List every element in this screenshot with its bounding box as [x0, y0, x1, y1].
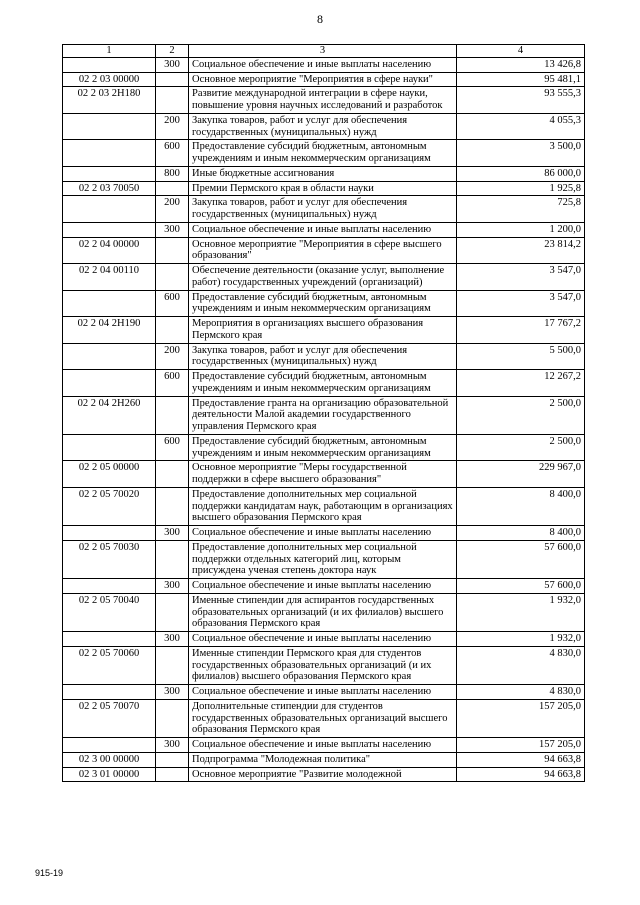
- row-expense-type-cell: 300: [156, 632, 189, 647]
- row-name-cell: Иные бюджетные ассигнования: [189, 166, 457, 181]
- row-name-cell: Основное мероприятие "Развитие молодежной: [189, 767, 457, 782]
- budget-table: [62, 44, 585, 782]
- row-expense-type-cell: 600: [156, 434, 189, 461]
- row-name-cell: Основное мероприятие "Мероприятия в сфере науки": [189, 72, 457, 87]
- row-expense-type-cell: 200: [156, 196, 189, 223]
- row-expense-type-cell: 600: [156, 370, 189, 397]
- row-amount-cell: 2 500,0: [457, 434, 585, 461]
- row-amount-cell: 4 055,3: [457, 113, 585, 140]
- row-expense-type-cell: 200: [156, 343, 189, 370]
- row-code-cell: [63, 113, 156, 140]
- row-code-cell: [63, 290, 156, 317]
- column-header-4: 4: [457, 45, 585, 58]
- row-amount-cell: 57 600,0: [457, 579, 585, 594]
- row-code-cell: 02 2 03 00000: [63, 72, 156, 87]
- row-code-cell: 02 3 01 00000: [63, 767, 156, 782]
- row-expense-type-cell: 300: [156, 738, 189, 753]
- table-row: [63, 540, 585, 578]
- row-name-cell: Социальное обеспечение и иные выплаты населению: [189, 526, 457, 541]
- row-name-cell: Предоставление субсидий бюджетным, автономным учреждениям и иным некоммерческим организациям: [189, 290, 457, 317]
- row-name-cell: Именные стипендии Пермского края для студентов государственных образовательных организаций (и их филиалов) высшего образования Пермского края: [189, 646, 457, 684]
- table-row: [63, 370, 585, 397]
- row-code-cell: 02 2 05 70060: [63, 646, 156, 684]
- table-row: [63, 166, 585, 181]
- row-name-cell: Предоставление дополнительных мер социальной поддержки отдельных категорий лиц, которым присуждена ученая степень доктора наук: [189, 540, 457, 578]
- row-amount-cell: 157 205,0: [457, 699, 585, 737]
- row-code-cell: [63, 222, 156, 237]
- row-expense-type-cell: 600: [156, 290, 189, 317]
- row-amount-cell: 229 967,0: [457, 461, 585, 488]
- row-amount-cell: 1 932,0: [457, 632, 585, 647]
- row-expense-type-cell: [156, 593, 189, 631]
- row-code-cell: 02 2 05 70020: [63, 487, 156, 525]
- row-amount-cell: 57 600,0: [457, 540, 585, 578]
- column-header-3: 3: [189, 45, 457, 58]
- row-code-cell: 02 2 05 00000: [63, 461, 156, 488]
- row-amount-cell: 3 500,0: [457, 140, 585, 167]
- table-row: [63, 317, 585, 344]
- row-code-cell: 02 2 05 70030: [63, 540, 156, 578]
- table-row: [63, 487, 585, 525]
- row-amount-cell: 12 267,2: [457, 370, 585, 397]
- row-expense-type-cell: 300: [156, 57, 189, 72]
- row-code-cell: 02 2 05 70040: [63, 593, 156, 631]
- row-amount-cell: 157 205,0: [457, 738, 585, 753]
- row-name-cell: Закупка товаров, работ и услуг для обеспечения государственных (муниципальных) нужд: [189, 113, 457, 140]
- row-name-cell: Премии Пермского края в области науки: [189, 181, 457, 196]
- row-name-cell: Социальное обеспечение и иные выплаты населению: [189, 632, 457, 647]
- row-code-cell: [63, 632, 156, 647]
- row-amount-cell: 4 830,0: [457, 685, 585, 700]
- table-row: [63, 738, 585, 753]
- table-row: [63, 237, 585, 264]
- row-amount-cell: 1 932,0: [457, 593, 585, 631]
- row-expense-type-cell: [156, 317, 189, 344]
- row-name-cell: Основное мероприятие "Мероприятия в сфере высшего образования": [189, 237, 457, 264]
- row-code-cell: [63, 57, 156, 72]
- row-code-cell: [63, 370, 156, 397]
- row-amount-cell: 86 000,0: [457, 166, 585, 181]
- row-expense-type-cell: [156, 487, 189, 525]
- row-name-cell: Социальное обеспечение и иные выплаты населению: [189, 685, 457, 700]
- row-name-cell: Социальное обеспечение и иные выплаты населению: [189, 222, 457, 237]
- table-row: [63, 113, 585, 140]
- row-amount-cell: 23 814,2: [457, 237, 585, 264]
- table-row: [63, 264, 585, 291]
- table-row: [63, 767, 585, 782]
- page-number: 8: [317, 12, 323, 26]
- row-code-cell: 02 2 04 00000: [63, 237, 156, 264]
- row-expense-type-cell: 600: [156, 140, 189, 167]
- row-amount-cell: 8 400,0: [457, 526, 585, 541]
- table-row: [63, 57, 585, 72]
- row-name-cell: Социальное обеспечение и иные выплаты населению: [189, 57, 457, 72]
- row-amount-cell: 5 500,0: [457, 343, 585, 370]
- row-code-cell: [63, 196, 156, 223]
- row-amount-cell: 93 555,3: [457, 87, 585, 114]
- document-number: 915-19: [35, 868, 64, 878]
- table-row: [63, 181, 585, 196]
- row-expense-type-cell: [156, 461, 189, 488]
- row-code-cell: 02 2 04 2Н260: [63, 396, 156, 434]
- row-code-cell: [63, 434, 156, 461]
- row-code-cell: [63, 166, 156, 181]
- row-name-cell: Закупка товаров, работ и услуг для обеспечения государственных (муниципальных) нужд: [189, 343, 457, 370]
- row-amount-cell: 725,8: [457, 196, 585, 223]
- row-code-cell: [63, 579, 156, 594]
- row-name-cell: Социальное обеспечение и иные выплаты населению: [189, 579, 457, 594]
- row-expense-type-cell: [156, 87, 189, 114]
- row-code-cell: [63, 685, 156, 700]
- column-header-1: 1: [63, 45, 156, 58]
- table-row: [63, 646, 585, 684]
- row-name-cell: Именные стипендии для аспирантов государственных образовательных организаций (и их филиалов) высшего образования Пермского края: [189, 593, 457, 631]
- row-expense-type-cell: 300: [156, 222, 189, 237]
- row-amount-cell: 1 200,0: [457, 222, 585, 237]
- row-name-cell: Мероприятия в организациях высшего образования Пермского края: [189, 317, 457, 344]
- row-expense-type-cell: [156, 181, 189, 196]
- row-name-cell: Предоставление дополнительных мер социальной поддержки кандидатам наук, работающим в организациях высшего образования Пермского края: [189, 487, 457, 525]
- row-name-cell: Предоставление субсидий бюджетным, автономным учреждениям и иным некоммерческим организациям: [189, 140, 457, 167]
- table-row: [63, 699, 585, 737]
- row-expense-type-cell: [156, 237, 189, 264]
- table-row: [63, 461, 585, 488]
- row-name-cell: Социальное обеспечение и иные выплаты населению: [189, 738, 457, 753]
- row-name-cell: Предоставление субсидий бюджетным, автономным учреждениям и иным некоммерческим организациям: [189, 434, 457, 461]
- table-row: [63, 685, 585, 700]
- row-name-cell: Развитие международной интеграции в сфере науки, повышение уровня научных исследований и разработок: [189, 87, 457, 114]
- row-code-cell: 02 2 03 2Н180: [63, 87, 156, 114]
- row-expense-type-cell: 300: [156, 579, 189, 594]
- row-name-cell: Подпрограмма "Молодежная политика": [189, 752, 457, 767]
- row-expense-type-cell: [156, 264, 189, 291]
- row-amount-cell: 94 663,8: [457, 752, 585, 767]
- row-name-cell: Закупка товаров, работ и услуг для обеспечения государственных (муниципальных) нужд: [189, 196, 457, 223]
- row-expense-type-cell: [156, 72, 189, 87]
- row-amount-cell: 94 663,8: [457, 767, 585, 782]
- table-row: [63, 434, 585, 461]
- row-name-cell: Предоставление гранта на организацию образовательной деятельности Малой академии государственного управления Пермского края: [189, 396, 457, 434]
- table-row: [63, 632, 585, 647]
- row-code-cell: 02 2 03 70050: [63, 181, 156, 196]
- row-amount-cell: 4 830,0: [457, 646, 585, 684]
- row-name-cell: Основное мероприятие "Меры государственной поддержки в сфере высшего образования": [189, 461, 457, 488]
- row-code-cell: [63, 738, 156, 753]
- table-row: [63, 396, 585, 434]
- row-expense-type-cell: [156, 752, 189, 767]
- row-expense-type-cell: [156, 767, 189, 782]
- row-name-cell: Предоставление субсидий бюджетным, автономным учреждениям и иным некоммерческим организациям: [189, 370, 457, 397]
- table-body: [63, 57, 585, 782]
- table-row: [63, 752, 585, 767]
- row-code-cell: [63, 343, 156, 370]
- row-name-cell: Дополнительные стипендии для студентов государственных образовательных организаций высшего образования Пермского края: [189, 699, 457, 737]
- row-amount-cell: 3 547,0: [457, 264, 585, 291]
- row-code-cell: 02 2 04 00110: [63, 264, 156, 291]
- row-expense-type-cell: [156, 540, 189, 578]
- table-row: [63, 196, 585, 223]
- row-amount-cell: 2 500,0: [457, 396, 585, 434]
- table-row: [63, 526, 585, 541]
- row-amount-cell: 17 767,2: [457, 317, 585, 344]
- table-row: [63, 290, 585, 317]
- row-expense-type-cell: 800: [156, 166, 189, 181]
- row-code-cell: [63, 140, 156, 167]
- row-code-cell: 02 2 04 2Н190: [63, 317, 156, 344]
- table-row: [63, 343, 585, 370]
- row-code-cell: [63, 526, 156, 541]
- row-code-cell: 02 3 00 00000: [63, 752, 156, 767]
- table-header-row: [63, 45, 585, 58]
- row-code-cell: 02 2 05 70070: [63, 699, 156, 737]
- table-row: [63, 87, 585, 114]
- table-row: [63, 72, 585, 87]
- table-row: [63, 593, 585, 631]
- row-amount-cell: 95 481,1: [457, 72, 585, 87]
- table-row: [63, 222, 585, 237]
- row-expense-type-cell: [156, 646, 189, 684]
- row-expense-type-cell: 300: [156, 526, 189, 541]
- row-expense-type-cell: [156, 699, 189, 737]
- table-row: [63, 140, 585, 167]
- row-amount-cell: 3 547,0: [457, 290, 585, 317]
- row-name-cell: Обеспечение деятельности (оказание услуг, выполнение работ) государственных учреждений (организаций): [189, 264, 457, 291]
- row-expense-type-cell: 300: [156, 685, 189, 700]
- row-amount-cell: 13 426,8: [457, 57, 585, 72]
- row-expense-type-cell: [156, 396, 189, 434]
- column-header-2: 2: [156, 45, 189, 58]
- row-amount-cell: 8 400,0: [457, 487, 585, 525]
- row-amount-cell: 1 925,8: [457, 181, 585, 196]
- table-row: [63, 579, 585, 594]
- row-expense-type-cell: 200: [156, 113, 189, 140]
